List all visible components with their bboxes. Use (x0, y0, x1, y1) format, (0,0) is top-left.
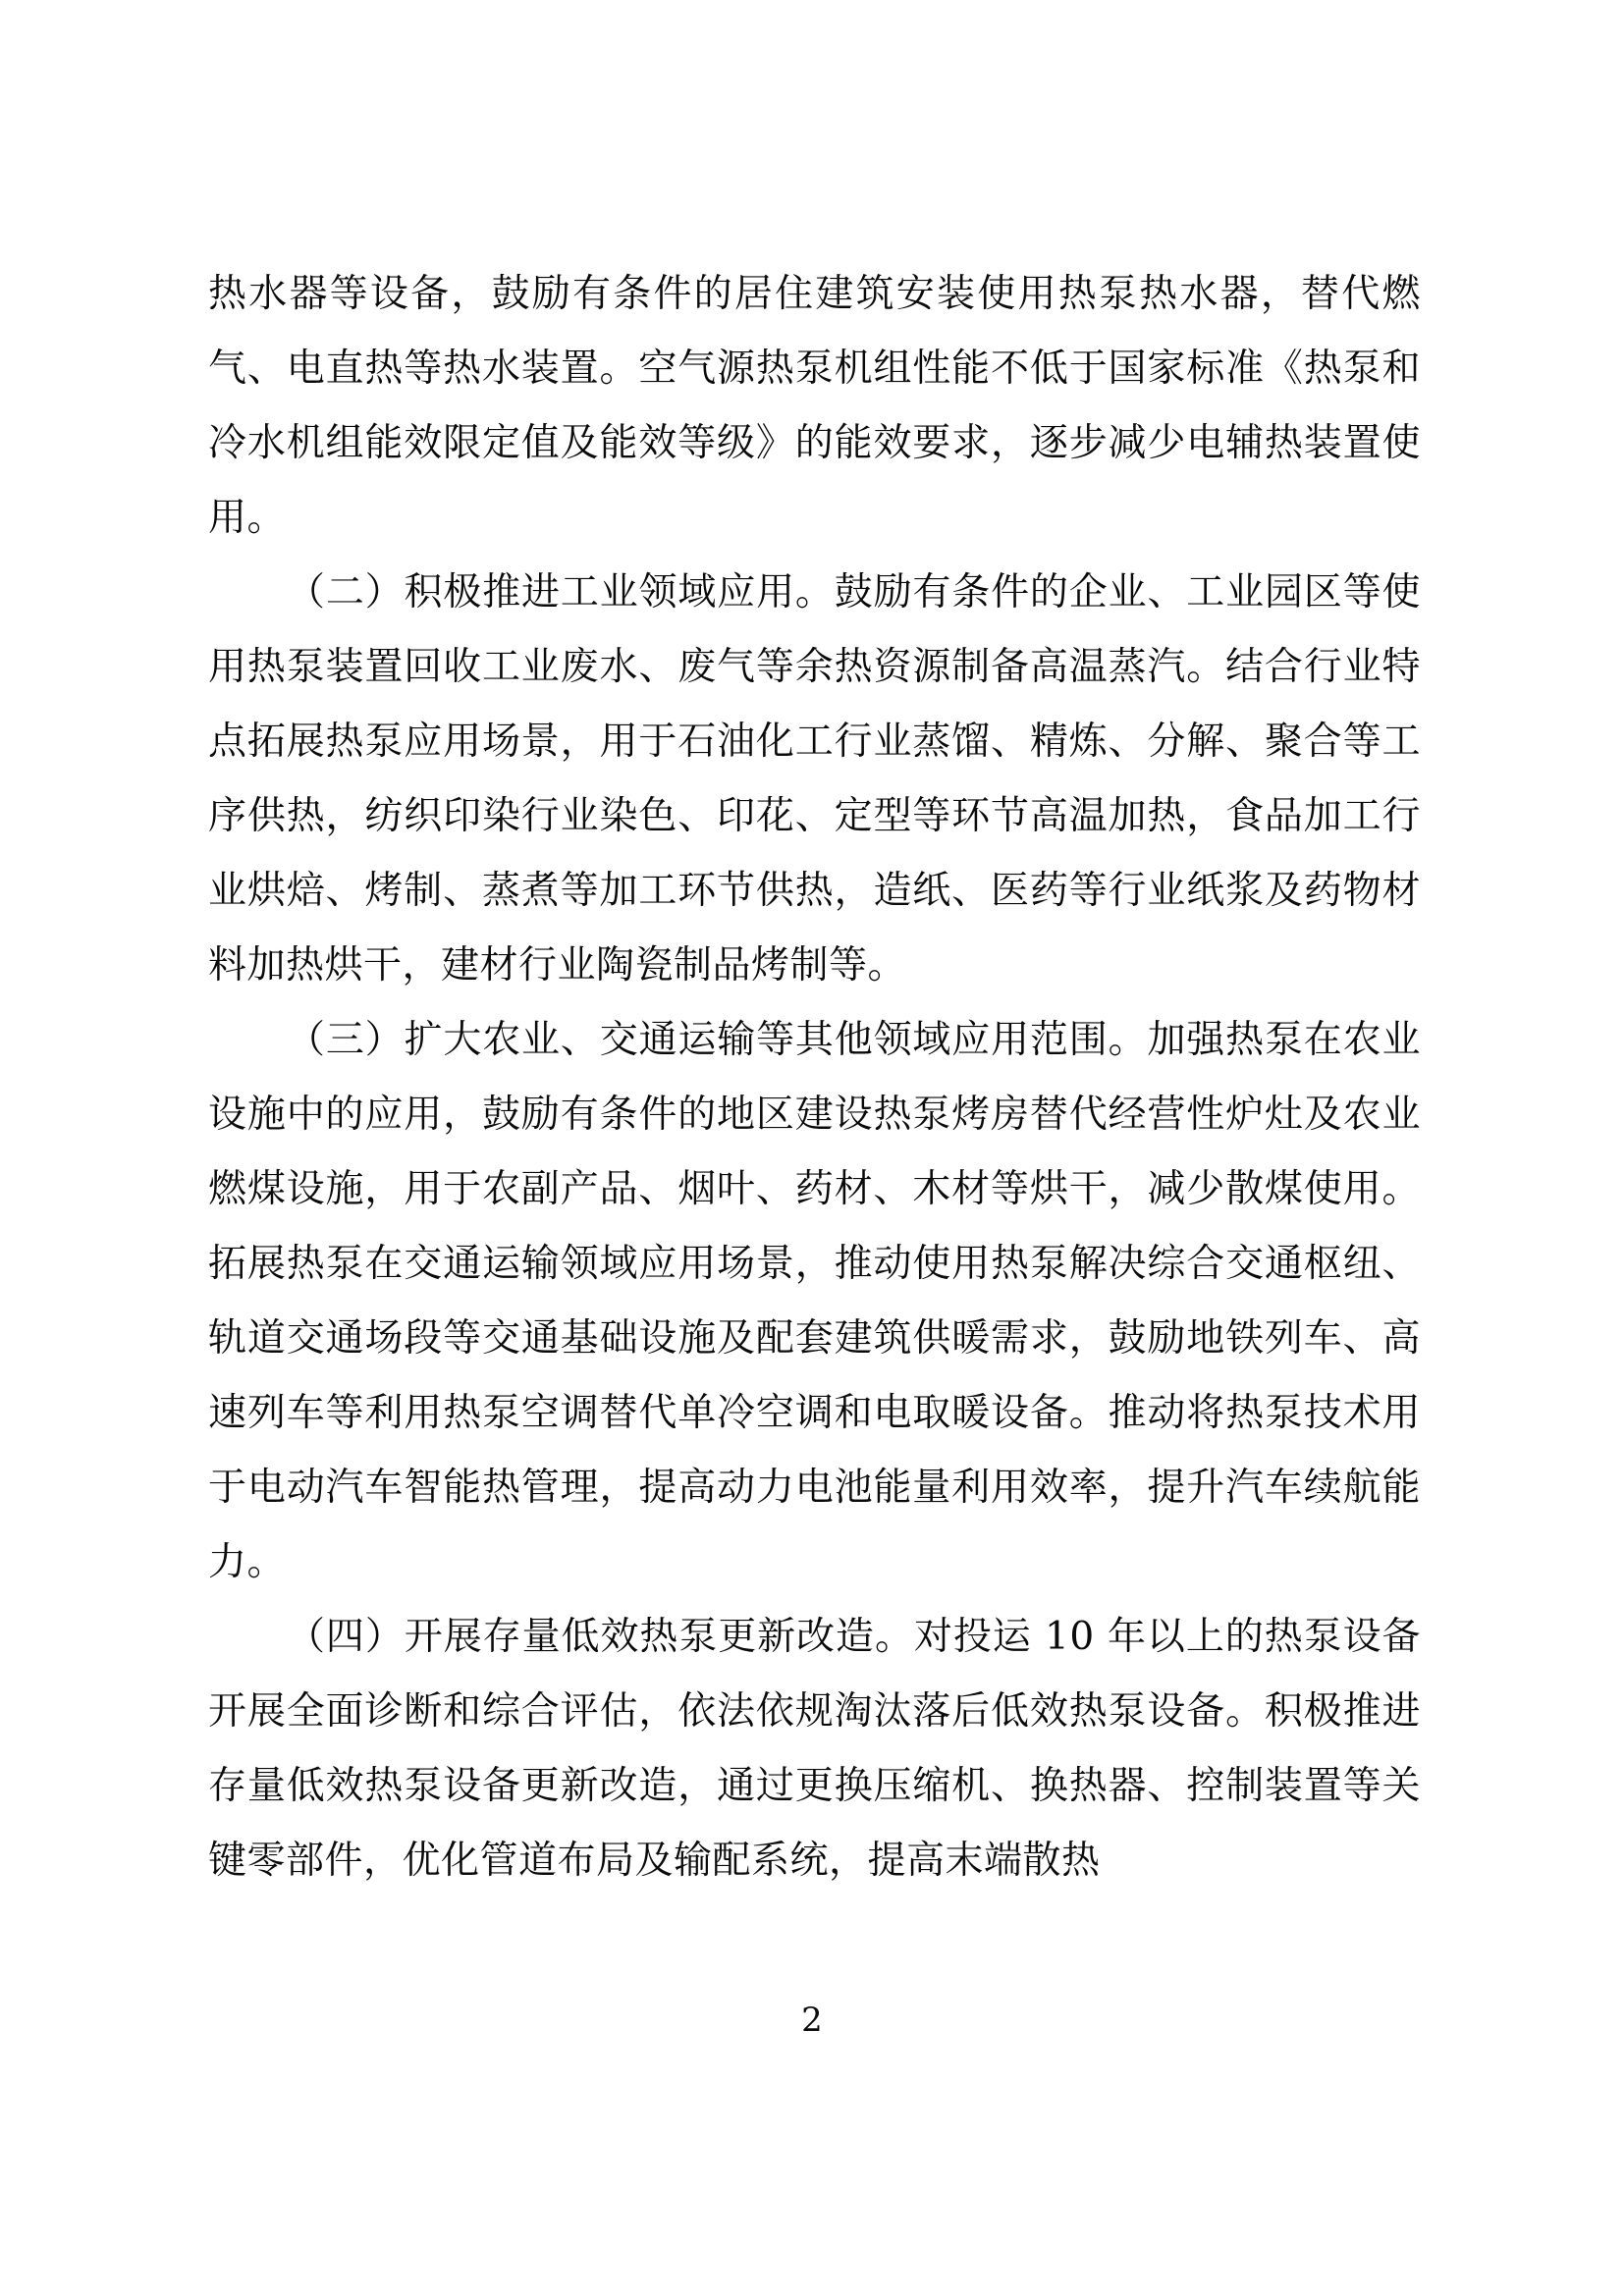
paragraph-section-two: （二）积极推进工业领域应用。鼓励有条件的企业、工业园区等使用热泵装置回收工业废水、废气等余热资源制备高温蒸汽。结合行业特点拓展热泵应用场景，用于石油化工行业蒸馏、精炼、分解、聚合等工序供热，纺织印染行业染色、印花、定型等环节高温加热，食品加工行业烘焙、烤制、蒸煮等加工环节供热，造纸、医药等行业纸浆及药物材料加热烘干，建材行业陶瓷制品烤制等。 (208, 570, 1421, 988)
paragraph-continued: 热水器等设备，鼓励有条件的居住建筑安装使用热泵热水器，替代燃气、电直热等热水装置。空气源热泵机组性能不低于国家标准《热泵和冷水机组能效限定值及能效等级》的能效要求，逐步减少电辅热装置使用。 (208, 272, 1421, 540)
page-number: 2 (801, 2001, 823, 2040)
page-body (208, 257, 1421, 1898)
paragraph-section-three: （三）扩大农业、交通运输等其他领域应用范围。加强热泵在农业设施中的应用，鼓励有条件的地区建设热泵烤房替代经营性炉灶及农业燃煤设施，用于农副产品、烟叶、药材、木材等烘干，减少散煤使用。拓展热泵在交通运输领域应用场景，推动使用热泵解决综合交通枢纽、轨道交通场段等交通基础设施及配套建筑供暖需求，鼓励地铁列车、高速列车等利用热泵空调替代单冷空调和电取暖设备。推动将热泵技术用于电动汽车智能热管理，提高动力电池能量利用效率，提升汽车续航能力。 (208, 1018, 1421, 1584)
paragraph-section-four: （四）开展存量低效热泵更新改造。对投运 10 年以上的热泵设备开展全面诊断和综合评估，依法依规淘汰落后低效热泵设备。积极推进存量低效热泵设备更新改造，通过更换压缩机、换热器、控制装置等关键零部件，优化管道布局及输配系统，提高末端散热 (208, 1615, 1421, 1883)
